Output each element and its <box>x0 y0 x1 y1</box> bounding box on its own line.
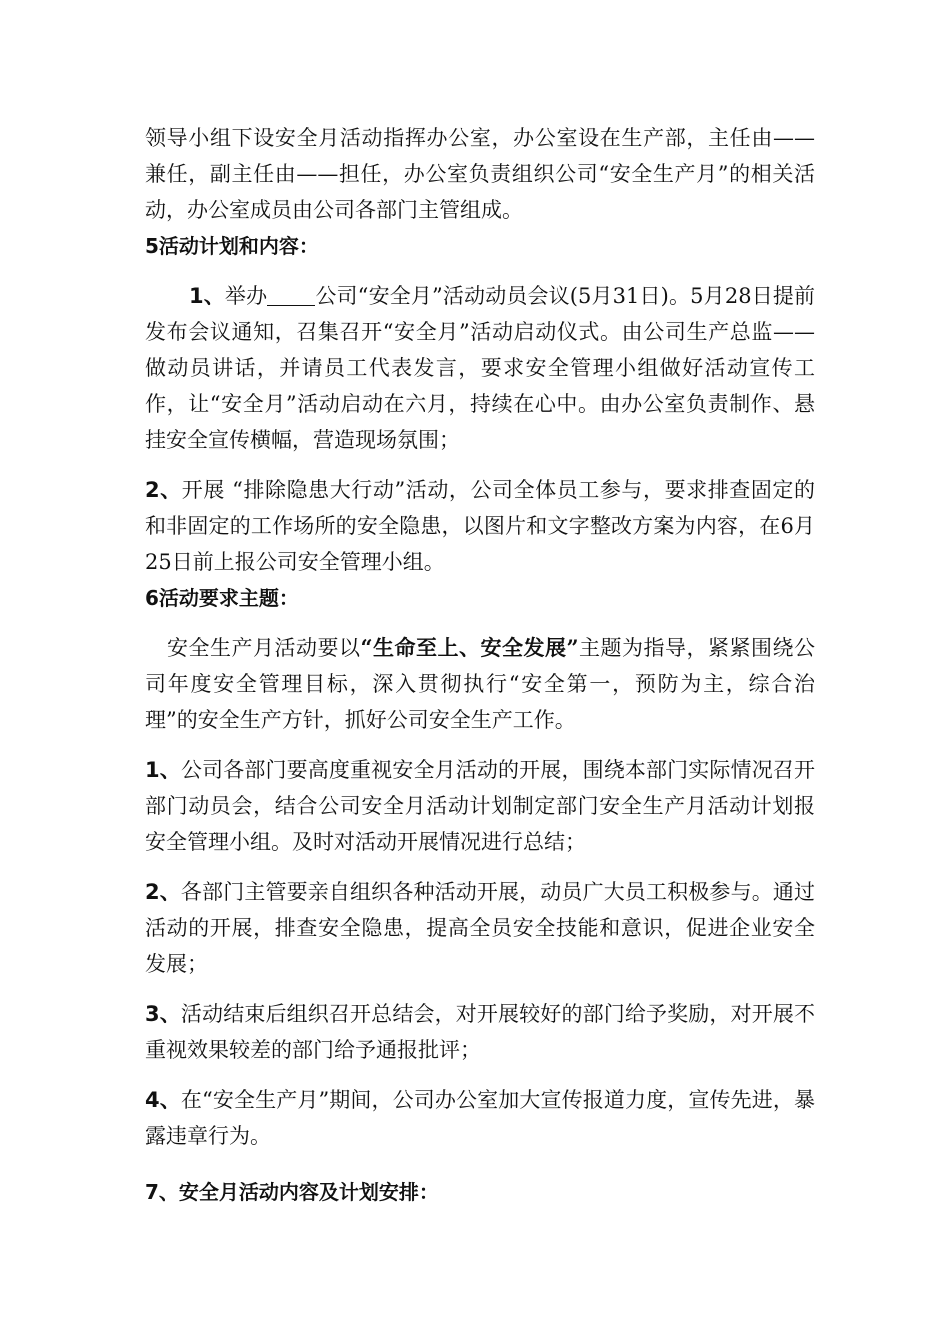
requirement-item-2-text: 各部门主管要亲自组织各种活动开展，动员广大员工积极参与。通过活动的开展，排查安全隐患，提高全员安全技能和意识，促进企业安全发展； <box>145 880 815 976</box>
requirement-item-1-text: 公司各部门要高度重视安全月活动的开展，围绕本部门实际情况召开部门动员会，结合公司安全月活动计划制定部门安全生产月活动计划报安全管理小组。及时对活动开展情况进行总结； <box>145 758 815 854</box>
requirement-item-4-number: 4、 <box>145 1088 181 1112</box>
section-7-heading: 7、安全月活动内容及计划安排： <box>145 1180 439 1204</box>
plan-item-1-pre: 举办 <box>224 284 268 308</box>
requirement-item-4-text: 在“安全生产月”期间，公司办公室加大宣传报道力度，宣传先进，暴露违章行为。 <box>145 1088 815 1148</box>
requirement-item-3 <box>145 996 815 1068</box>
plan-item-1 <box>145 278 815 458</box>
requirement-item-2-number: 2、 <box>145 880 181 904</box>
section-5-heading: 5活动计划和内容： <box>145 234 319 258</box>
requirement-item-2 <box>145 874 815 982</box>
intro-paragraph: 领导小组下设安全月活动指挥办公室，办公室设在生产部，主任由——兼任，副主任由——担任，办公室负责组织公司“安全生产月”的相关活动，办公室成员由公司各部门主管组成。 <box>145 126 815 222</box>
plan-item-1-number: 1、 <box>189 284 225 308</box>
theme-post: 主题为指导，紧紧围绕公司年度安全管理目标，深入贯彻执行“安全第一，预防为主，综合治理”的安全生产方针，抓好公司安全生产工作。 <box>145 636 815 732</box>
plan-item-1-text: 公司“安全月”活动动员会议(5月31日)。5月28日提前发布会议通知，召集召开“安全月”活动启动仪式。由公司生产总监——做动员讲话，并请员工代表发言，要求安全管理小组做好活动宣传工作，让“安全月”活动启动在六月，持续在心中。由办公室负责制作、悬挂安全宣传横幅，营造现场氛围； <box>145 284 815 452</box>
fill-in-blank <box>267 284 315 306</box>
requirement-item-3-number: 3、 <box>145 1002 181 1026</box>
requirement-item-1-number: 1、 <box>145 758 181 782</box>
requirement-item-4 <box>145 1082 815 1154</box>
requirement-item-3-text: 活动结束后组织召开总结会，对开展较好的部门给予奖励，对开展不重视效果较差的部门给予通报批评； <box>145 1002 815 1062</box>
plan-item-2-text: 开展 “排除隐患大行动”活动，公司全体员工参与，要求排查固定的和非固定的工作场所的安全隐患，以图片和文字整改方案为内容，在6月25日前上报公司安全管理小组。 <box>145 478 815 574</box>
theme-slogan: “生命至上、安全发展” <box>360 635 579 660</box>
theme-paragraph <box>145 630 815 738</box>
document-page <box>145 120 815 1210</box>
plan-item-2-number: 2、 <box>145 478 182 502</box>
plan-item-2 <box>145 472 815 580</box>
requirement-item-1 <box>145 752 815 860</box>
theme-pre: 安全生产月活动要以 <box>167 636 361 660</box>
section-6-heading: 6活动要求主题： <box>145 586 299 610</box>
